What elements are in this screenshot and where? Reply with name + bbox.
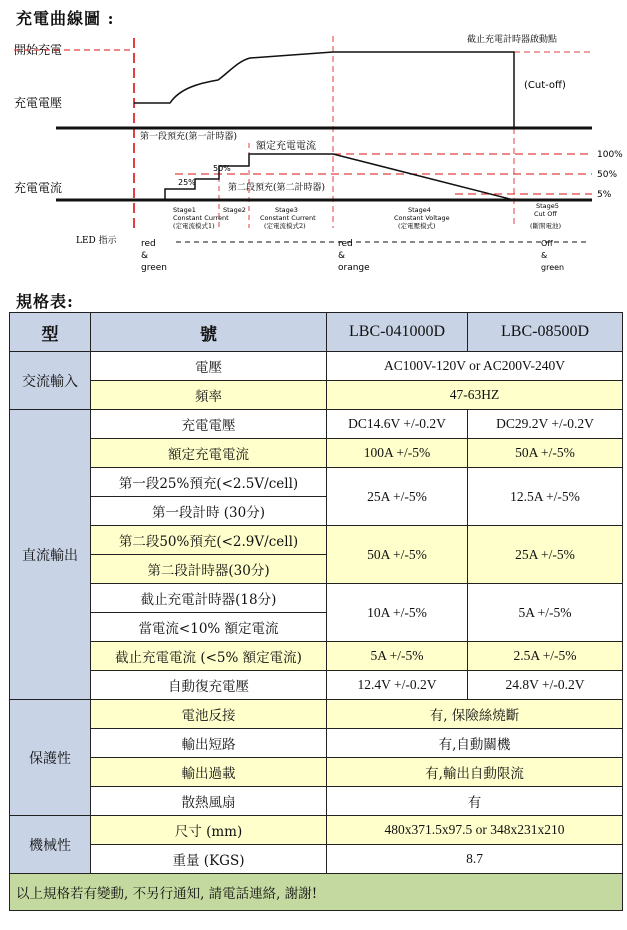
overload-value: 有,輸出自動限流 [327, 758, 623, 787]
table-row [10, 729, 623, 758]
table-row [10, 845, 623, 874]
cutoff-label: (Cut-off) [524, 80, 566, 91]
pre2-timer-label: 第二段計時器(30分) [91, 555, 327, 584]
stage3-mode: Constant Current [260, 214, 316, 222]
weight-label: 重量 (KGS) [91, 845, 327, 874]
label-led: LED 指示 [76, 236, 117, 246]
pre1-a: 25A +/-5% [327, 468, 468, 526]
voltage-curve [134, 52, 514, 128]
pct-50-label: 50% [213, 164, 231, 173]
pre2-label: 第二段50%預充(<2.9V/cell) [91, 526, 327, 555]
ac-voltage-value: AC100V-120V or AC200V-240V [327, 352, 623, 381]
pre1-label: 第一段25%預充(<2.5V/cell) [91, 468, 327, 497]
led-green: green [141, 263, 167, 273]
header-model: 號 [91, 313, 327, 352]
led-orange: orange [338, 263, 370, 273]
rated-current-a: 100A +/-5% [327, 439, 468, 468]
cutoff-timer-a: 10A +/-5% [327, 584, 468, 642]
table-row [10, 787, 623, 816]
stage5-cn: (斷開電池) [530, 222, 562, 230]
spec-table-title: 規格表: [16, 289, 74, 312]
charge-voltage-b: DC29.2V +/-0.2V [468, 410, 623, 439]
cutoff-current-label: 截止充電電流 (<5% 額定電流) [91, 642, 327, 671]
stage1-name: Stage1 [173, 206, 196, 214]
pct-100-right: 100% [597, 150, 623, 160]
led-amp-2: & [338, 251, 346, 261]
led-green-2: green [541, 263, 565, 272]
stage2-name: Stage2 [223, 206, 246, 214]
recharge-label: 自動復充電壓 [91, 671, 327, 700]
led-red-2: red [338, 239, 353, 249]
table-row [10, 700, 623, 729]
category-protection: 保護性 [10, 700, 91, 816]
stage2-pre-label: 第二段預充(第二計時器) [228, 183, 326, 193]
stage5-mode: Cut Off [534, 210, 557, 218]
fan-label: 散熱風扇 [91, 787, 327, 816]
charge-curve-diagram [0, 28, 627, 273]
category-ac-input: 交流輸入 [10, 352, 91, 410]
rated-current-label: 額定充電電流 [91, 439, 327, 468]
cutoff-current-a: 5A +/-5% [327, 642, 468, 671]
reverse-label: 電池反接 [91, 700, 327, 729]
header-type: 型 [10, 313, 91, 352]
footer-note: 以上規格若有變動, 不另行通知, 請電話連絡, 謝謝! [10, 874, 623, 911]
stage4-mode: Constant Voltage [394, 214, 450, 222]
table-row [10, 671, 623, 700]
table-row [10, 468, 623, 497]
pre2-b: 25A +/-5% [468, 526, 623, 584]
cutoff-timer-label: 截止充電計時器(18分) [91, 584, 327, 613]
overload-label: 輸出過載 [91, 758, 327, 787]
led-red: red [141, 239, 156, 249]
short-value: 有,自動關機 [327, 729, 623, 758]
cutoff-current-b: 2.5A +/-5% [468, 642, 623, 671]
table-row [10, 439, 623, 468]
led-off: Off [541, 239, 553, 248]
ac-freq-label: 頻率 [91, 381, 327, 410]
weight-value: 8.7 [327, 845, 623, 874]
size-label: 尺寸 (mm) [91, 816, 327, 845]
pct-50-right: 50% [597, 170, 618, 180]
table-row [10, 381, 623, 410]
spec-table [9, 312, 623, 911]
pct-5-right: 5% [597, 190, 612, 200]
table-row [10, 526, 623, 555]
ac-freq-value: 47-63HZ [327, 381, 623, 410]
table-footer-row [10, 874, 623, 911]
stage1-cn: (定電流模式1) [173, 222, 215, 230]
label-charge-voltage: 充電電壓 [14, 96, 63, 110]
charge-voltage-a: DC14.6V +/-0.2V [327, 410, 468, 439]
stage3-name: Stage3 [275, 206, 298, 214]
label-start-charging: 開始充電 [14, 43, 63, 57]
recharge-a: 12.4V +/-0.2V [327, 671, 468, 700]
category-dc-output: 直流輸出 [10, 410, 91, 700]
recharge-b: 24.8V +/-0.2V [468, 671, 623, 700]
label-charge-current: 充電電流 [14, 181, 63, 195]
rated-current-label: 額定充電電流 [256, 141, 316, 152]
fan-value: 有 [327, 787, 623, 816]
led-amp-1: & [141, 251, 149, 261]
header-model-a: LBC-041000D [327, 313, 468, 352]
pre1-timer-label: 第一段計時 (30分) [91, 497, 327, 526]
short-label: 輸出短路 [91, 729, 327, 758]
reverse-value: 有, 保險絲燒斷 [327, 700, 623, 729]
current-curve [134, 154, 514, 200]
stage5-name: Stage5 [536, 202, 559, 210]
table-row [10, 584, 623, 613]
stage1-mode: Constant Current [173, 214, 229, 222]
pct-25-label: 25% [178, 178, 196, 187]
table-row [10, 642, 623, 671]
cutoff-timer-b: 5A +/-5% [468, 584, 623, 642]
stage4-name: Stage4 [408, 206, 431, 214]
table-row [10, 352, 623, 381]
cutoff-timer-label: 截止充電計時器啟動點 [467, 35, 558, 45]
ac-voltage-label: 電壓 [91, 352, 327, 381]
charge-voltage-label: 充電電壓 [91, 410, 327, 439]
stage1-pre-label: 第一段預充(第一計時器) [140, 132, 238, 142]
led-amp-3: & [541, 251, 548, 260]
table-header-row [10, 313, 623, 352]
stage4-cn: (定電壓模式) [398, 222, 436, 230]
table-row [10, 758, 623, 787]
cutoff-cond-label: 當電流<10% 額定電流 [91, 613, 327, 642]
category-mechanical: 機械性 [10, 816, 91, 874]
table-row [10, 410, 623, 439]
charge-curve-title: 充電曲線圖 : [16, 9, 115, 28]
stage3-cn: (定電流模式2) [264, 222, 306, 230]
size-value: 480x371.5x97.5 or 348x231x210 [327, 816, 623, 845]
rated-current-b: 50A +/-5% [468, 439, 623, 468]
pre2-a: 50A +/-5% [327, 526, 468, 584]
table-row [10, 816, 623, 845]
pre1-b: 12.5A +/-5% [468, 468, 623, 526]
header-model-b: LBC-08500D [468, 313, 623, 352]
